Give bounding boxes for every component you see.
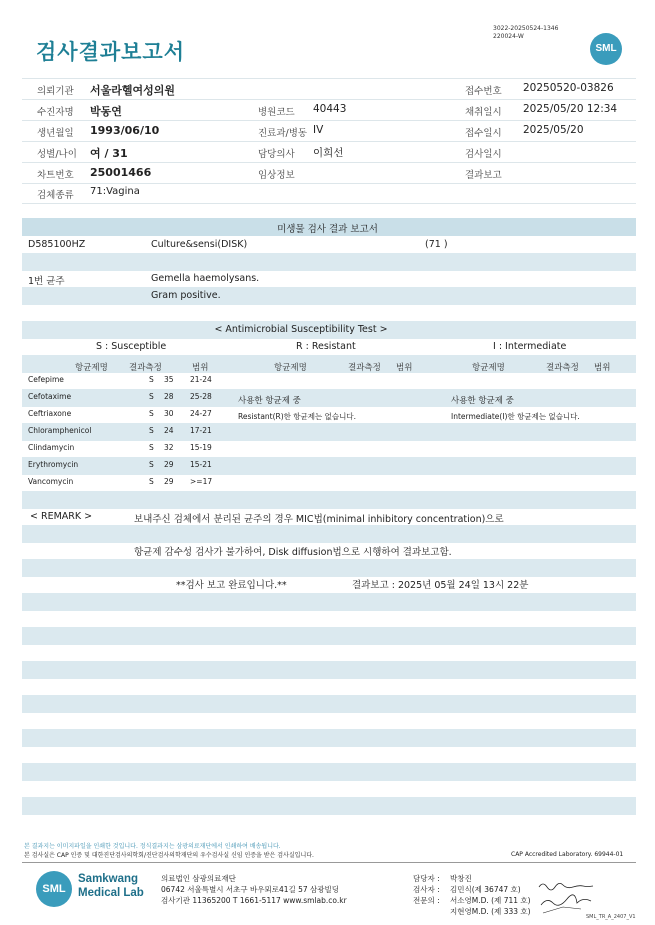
staff-2: 김민식(제 36747 호): [450, 885, 521, 894]
test-code: D585100HZ: [28, 239, 86, 250]
stripe: [22, 355, 636, 373]
institution-label: 의뢰기관: [37, 86, 74, 97]
s-col-result: 결과측정: [129, 363, 162, 373]
test-number: (71 ): [425, 239, 448, 250]
stripe: [22, 797, 636, 815]
drug-range: >=17: [190, 477, 213, 486]
r-col-result: 결과측정: [348, 363, 381, 373]
stripe: [22, 763, 636, 781]
signature-image: [537, 879, 597, 919]
report-time: 결과보고 : 2025년 05월 24일 13시 22분: [352, 580, 529, 591]
drug-result: S: [149, 477, 154, 486]
divider: [22, 141, 636, 142]
gram-stain: Gram positive.: [151, 290, 221, 301]
drug-result: S: [149, 392, 154, 401]
drug-name: Cefepime: [28, 375, 64, 384]
chart-value: 25001466: [90, 166, 152, 179]
i-note-1: 사용한 항균제 중: [451, 396, 514, 406]
received-label: 접수일시: [465, 128, 502, 139]
drug-result: S: [149, 426, 154, 435]
drug-value: 24: [164, 426, 174, 435]
birth-label: 생년월일: [37, 128, 74, 139]
divider: [22, 99, 636, 100]
drug-name: Erythromycin: [28, 460, 79, 469]
staff-1: 박창진: [450, 874, 472, 883]
drug-name: Chloramphenicol: [28, 426, 92, 435]
staff-4: 지현영M.D. (제 333 호): [450, 907, 531, 916]
drug-name: Ceftriaxone: [28, 409, 72, 418]
received-value: 2025/05/20: [523, 124, 584, 136]
r-note-1: 사용한 항균제 중: [238, 396, 301, 406]
chart-label: 차트번호: [37, 170, 74, 181]
s-legend: S : Susceptible: [96, 341, 167, 352]
collected-value: 2025/05/20 12:34: [523, 103, 618, 115]
specimen-label: 검체종류: [37, 190, 74, 201]
remark-line-1: 보내주신 검체에서 분리된 균주의 경우 MIC법(minimal inhibitory concentration)으로: [134, 514, 504, 525]
doc-id-line1: 3022-20250524-1346: [493, 25, 559, 32]
stripe: [22, 593, 636, 611]
dept-label: 진료과/병동: [258, 128, 308, 139]
receipt-no-label: 접수번호: [465, 86, 502, 97]
divider: [22, 120, 636, 121]
drug-value: 29: [164, 460, 174, 469]
organism-name: Gemella haemolysans.: [151, 273, 260, 284]
tested-label: 검사일시: [465, 149, 502, 160]
stripe: [22, 287, 636, 305]
stripe: [22, 661, 636, 679]
dept-value: IV: [313, 124, 324, 136]
drug-range: 15-19: [190, 443, 212, 452]
brand-line-1: Samkwang: [78, 873, 139, 885]
remark-line-2: 항균제 감수성 검사가 불가하여, Disk diffusion법으로 시행하여 결과보고함.: [134, 547, 452, 558]
stripe: [22, 559, 636, 577]
reported-label: 결과보고: [465, 170, 502, 181]
staff-label-2: 검사자 :: [413, 885, 440, 894]
drug-range: 24-27: [190, 409, 212, 418]
brand-line-2: Medical Lab: [78, 887, 144, 899]
examinee-label: 수진자명: [37, 107, 74, 118]
stripe: [22, 389, 636, 407]
ward-code-label: 병원코드: [258, 107, 295, 118]
i-note-2: Intermediate(I)한 항균제는 없습니다.: [451, 412, 580, 421]
drug-name: Clindamycin: [28, 443, 75, 452]
doctor-label: 담당의사: [258, 149, 295, 160]
clinical-label: 임상정보: [258, 170, 295, 181]
stripe: [22, 457, 636, 475]
staff-label-3: 전문의 :: [413, 896, 440, 905]
ward-code-value: 40443: [313, 103, 347, 115]
examinee-value: 박동연: [90, 105, 122, 118]
doctor-value: 이희선: [313, 147, 344, 159]
staff-3: 서소영M.D. (제 711 호): [450, 896, 531, 905]
stripe: [22, 525, 636, 543]
s-col-drug: 항균제명: [75, 363, 108, 373]
section-title: 미생물 검사 결과 보고서: [277, 224, 378, 235]
footer-sml-logo: SML: [36, 871, 72, 907]
test-name: Culture&sensi(DISK): [151, 239, 248, 250]
drug-value: 29: [164, 477, 174, 486]
footer-brand: [78, 872, 144, 900]
drug-value: 28: [164, 392, 174, 401]
stripe: [22, 627, 636, 645]
drug-range: 25-28: [190, 392, 212, 401]
drug-value: 35: [164, 375, 174, 384]
stripe: [22, 423, 636, 441]
collected-label: 채취일시: [465, 107, 502, 118]
stripe: [22, 729, 636, 747]
sex-age-label: 성별/나이: [37, 149, 77, 160]
specimen-value: 71:Vagina: [90, 186, 140, 197]
drug-value: 32: [164, 443, 174, 452]
remark-label: < REMARK >: [30, 511, 93, 522]
stripe: [22, 253, 636, 271]
i-col-drug: 항균제명: [472, 363, 505, 373]
institution-value: 서울라헬여성의원: [90, 84, 176, 97]
drug-result: S: [149, 443, 154, 452]
report-complete: **검사 보고 완료입니다.**: [176, 580, 287, 591]
drug-name: Cefotaxime: [28, 392, 72, 401]
drug-range: 17-21: [190, 426, 212, 435]
ast-title: < Antimicrobial Susceptibility Test >: [214, 324, 388, 335]
footer-divider: [22, 862, 636, 863]
drug-range: 15-21: [190, 460, 212, 469]
org-name: 의료법인 삼광의료재단: [161, 874, 236, 883]
org-contact: 검사기관 11365200 T 1661-5117 www.smlab.co.kr: [161, 896, 347, 905]
drug-result: S: [149, 375, 154, 384]
r-note-2: Resistant(R)한 항균제는 없습니다.: [238, 412, 357, 421]
stripe: [22, 491, 636, 509]
r-col-drug: 항균제명: [274, 363, 307, 373]
i-col-result: 결과측정: [546, 363, 579, 373]
footer-notice-1: 본 결과지는 이미지파일을 인쇄한 것입니다. 정식결과지는 삼광의료재단에서 인쇄하여 배송됩니다.: [24, 843, 281, 850]
form-code: SML_TR_A_2407_V1: [586, 914, 636, 920]
drug-result: S: [149, 460, 154, 469]
divider: [22, 203, 636, 204]
s-col-range: 범위: [192, 363, 209, 373]
drug-name: Vancomycin: [28, 477, 74, 486]
footer-notice-2: 본 검사실은 CAP 인증 및 대한진단검사의학회/진단검사의학재단의 우수검사실 신임 인증을 받은 검사실입니다.: [24, 852, 314, 859]
divider: [22, 183, 636, 184]
report-title: 검사결과보고서: [36, 40, 186, 64]
stripe: [22, 695, 636, 713]
receipt-no-value: 20250520-03826: [523, 82, 614, 94]
staff-label-1: 담당자 :: [413, 874, 440, 883]
i-legend: I : Intermediate: [493, 341, 567, 352]
divider: [22, 162, 636, 163]
sml-logo: SML: [590, 33, 622, 65]
drug-result: S: [149, 409, 154, 418]
isolate-label: 1번 균주: [28, 276, 65, 287]
document-id: [493, 25, 558, 41]
r-legend: R : Resistant: [296, 341, 356, 352]
doc-id-line2: 220024-W: [493, 33, 524, 40]
cap-accreditation: CAP Accredited Laboratory. 69944-01: [511, 851, 624, 858]
divider: [22, 78, 636, 79]
i-col-range: 범위: [594, 363, 611, 373]
birth-value: 1993/06/10: [90, 124, 160, 137]
sex-age-value: 여 / 31: [90, 147, 128, 160]
r-col-range: 범위: [396, 363, 413, 373]
drug-range: 21-24: [190, 375, 212, 384]
drug-value: 30: [164, 409, 174, 418]
org-address: 06742 서울특별시 서초구 바우뫼로41길 57 삼광빌딩: [161, 885, 340, 894]
